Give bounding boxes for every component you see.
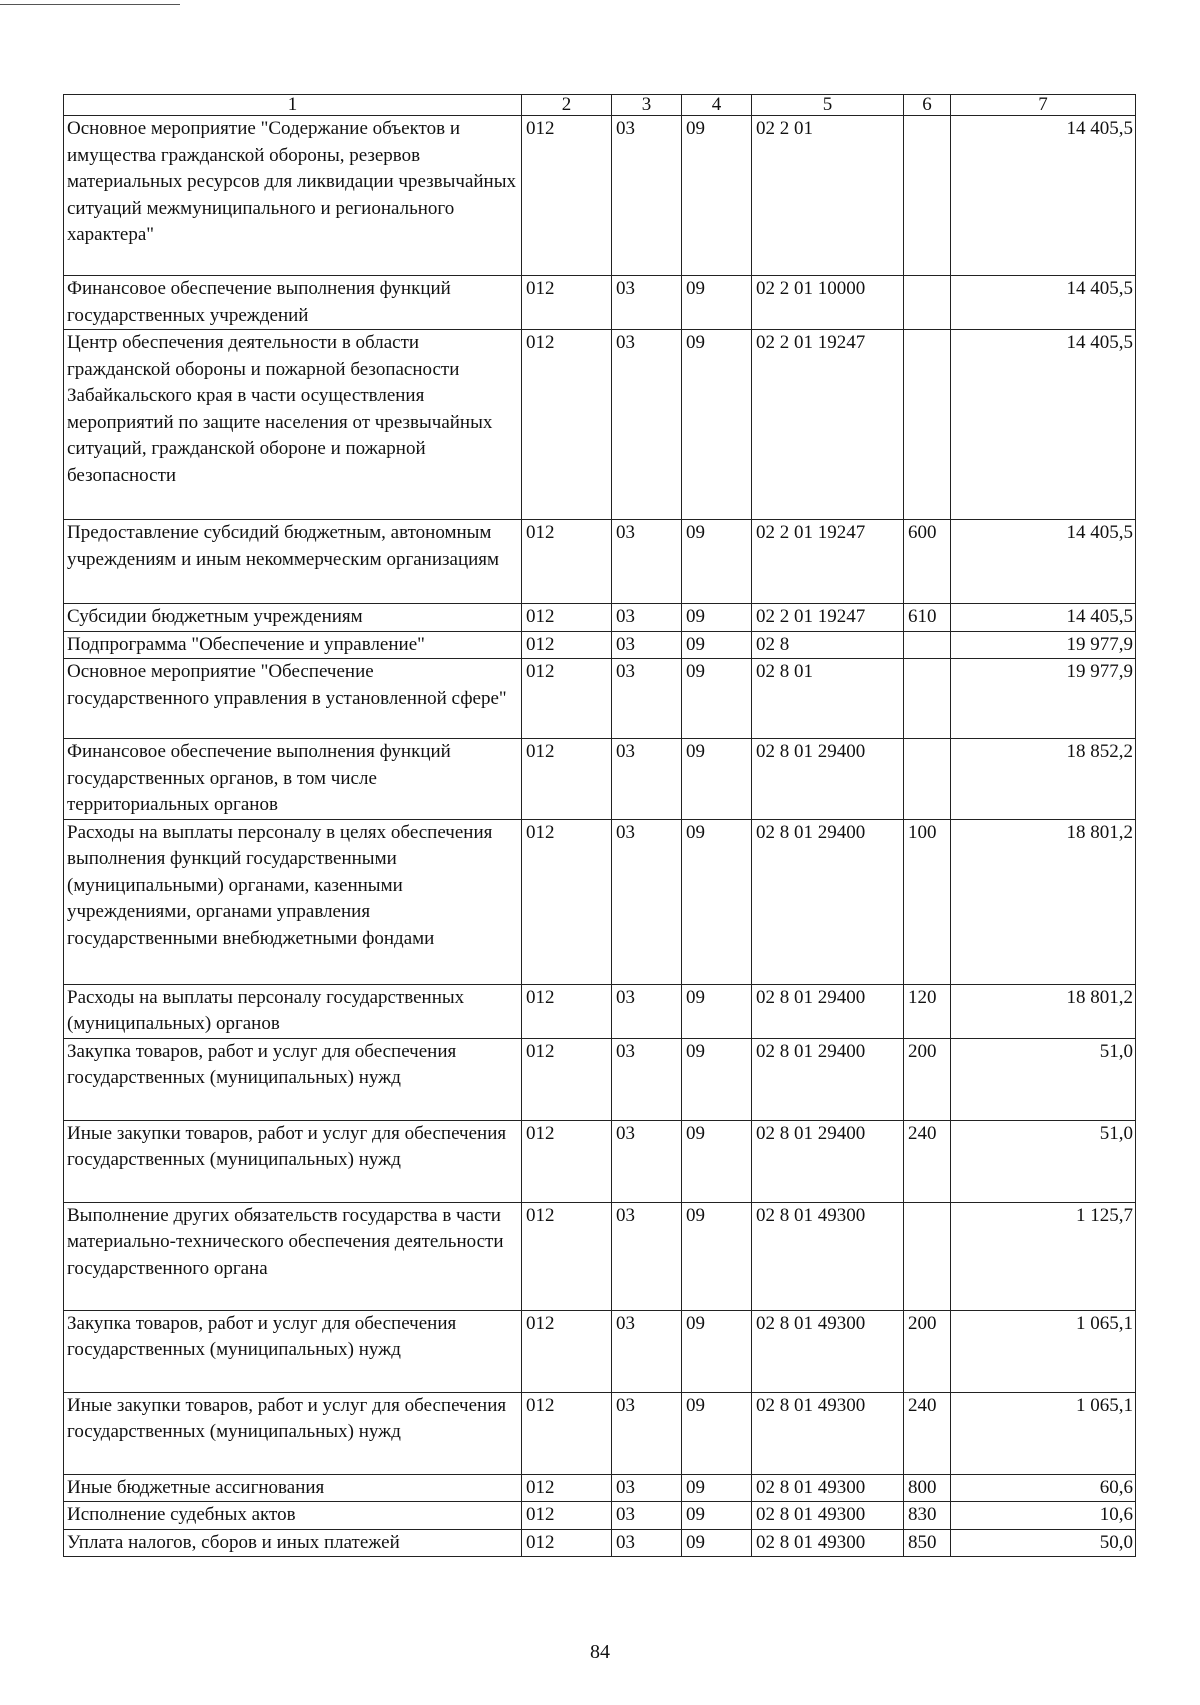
row-code-3: 03 xyxy=(612,631,682,659)
row-code-6 xyxy=(904,116,951,276)
row-code-6: 100 xyxy=(904,819,951,984)
row-code-6 xyxy=(904,276,951,330)
row-name: Исполнение судебных актов xyxy=(64,1502,522,1530)
row-code-6 xyxy=(904,659,951,739)
row-code-6: 600 xyxy=(904,520,951,604)
row-name: Закупка товаров, работ и услуг для обеспечения государственных (муниципальных) нужд xyxy=(64,1038,522,1120)
row-code-2: 012 xyxy=(522,659,612,739)
table-row xyxy=(64,1202,1136,1310)
row-code-6: 240 xyxy=(904,1120,951,1202)
row-amount: 1 065,1 xyxy=(951,1310,1136,1392)
row-code-5: 02 8 01 49300 xyxy=(752,1502,904,1530)
row-amount: 14 405,5 xyxy=(951,520,1136,604)
table-row xyxy=(64,984,1136,1038)
row-code-3: 03 xyxy=(612,984,682,1038)
row-code-6: 200 xyxy=(904,1310,951,1392)
row-code-2: 012 xyxy=(522,1529,612,1557)
row-code-6 xyxy=(904,330,951,520)
row-name: Уплата налогов, сборов и иных платежей xyxy=(64,1529,522,1557)
row-code-2: 012 xyxy=(522,1120,612,1202)
table-row xyxy=(64,1310,1136,1392)
row-name: Иные бюджетные ассигнования xyxy=(64,1474,522,1502)
row-code-2: 012 xyxy=(522,1310,612,1392)
row-code-6: 800 xyxy=(904,1474,951,1502)
row-code-5: 02 2 01 19247 xyxy=(752,330,904,520)
row-code-2: 012 xyxy=(522,819,612,984)
table-row xyxy=(64,116,1136,276)
row-code-4: 09 xyxy=(682,631,752,659)
row-code-3: 03 xyxy=(612,276,682,330)
row-amount: 14 405,5 xyxy=(951,604,1136,632)
row-code-5: 02 8 01 49300 xyxy=(752,1474,904,1502)
row-code-6: 120 xyxy=(904,984,951,1038)
table-row xyxy=(64,631,1136,659)
row-code-3: 03 xyxy=(612,1529,682,1557)
row-code-5: 02 8 01 29400 xyxy=(752,819,904,984)
row-code-4: 09 xyxy=(682,984,752,1038)
row-code-3: 03 xyxy=(612,1120,682,1202)
budget-table xyxy=(63,94,1136,1557)
row-code-4: 09 xyxy=(682,659,752,739)
row-code-3: 03 xyxy=(612,659,682,739)
row-code-5: 02 8 01 29400 xyxy=(752,739,904,820)
row-code-4: 09 xyxy=(682,1529,752,1557)
row-amount: 14 405,5 xyxy=(951,116,1136,276)
header-cell: 2 xyxy=(522,95,612,116)
row-code-6 xyxy=(904,739,951,820)
row-code-6: 240 xyxy=(904,1392,951,1474)
table-row xyxy=(64,819,1136,984)
row-code-3: 03 xyxy=(612,520,682,604)
table-row xyxy=(64,739,1136,820)
row-code-4: 09 xyxy=(682,276,752,330)
header-cell: 6 xyxy=(904,95,951,116)
row-amount: 19 977,9 xyxy=(951,631,1136,659)
row-code-5: 02 2 01 19247 xyxy=(752,520,904,604)
row-amount: 60,6 xyxy=(951,1474,1136,1502)
row-code-5: 02 8 01 29400 xyxy=(752,1038,904,1120)
row-code-2: 012 xyxy=(522,116,612,276)
scan-artifact-line xyxy=(0,4,180,5)
row-amount: 1 065,1 xyxy=(951,1392,1136,1474)
table-row xyxy=(64,1474,1136,1502)
row-code-4: 09 xyxy=(682,1202,752,1310)
row-code-5: 02 8 01 29400 xyxy=(752,1120,904,1202)
row-code-5: 02 8 01 49300 xyxy=(752,1202,904,1310)
table-row xyxy=(64,1392,1136,1474)
row-name: Центр обеспечения деятельности в области гражданской обороны и пожарной безопасности Забайкальского края в части осуществления мероприятий по защите населения от чрезвычайных ситуаций, гражданской обороне и пожарной безопасности xyxy=(64,330,522,520)
header-cell: 5 xyxy=(752,95,904,116)
row-code-4: 09 xyxy=(682,1474,752,1502)
row-amount: 10,6 xyxy=(951,1502,1136,1530)
row-code-3: 03 xyxy=(612,1392,682,1474)
header-cell: 4 xyxy=(682,95,752,116)
row-amount: 14 405,5 xyxy=(951,330,1136,520)
row-code-2: 012 xyxy=(522,520,612,604)
row-code-5: 02 8 01 xyxy=(752,659,904,739)
row-code-3: 03 xyxy=(612,739,682,820)
page-number: 84 xyxy=(590,1641,610,1663)
row-code-4: 09 xyxy=(682,739,752,820)
row-code-6 xyxy=(904,631,951,659)
row-code-4: 09 xyxy=(682,1120,752,1202)
table-row xyxy=(64,604,1136,632)
row-code-3: 03 xyxy=(612,1310,682,1392)
row-code-4: 09 xyxy=(682,520,752,604)
table-row xyxy=(64,330,1136,520)
row-name: Подпрограмма "Обеспечение и управление" xyxy=(64,631,522,659)
table-header-row xyxy=(64,95,1136,116)
row-code-5: 02 8 xyxy=(752,631,904,659)
row-name: Закупка товаров, работ и услуг для обеспечения государственных (муниципальных) нужд xyxy=(64,1310,522,1392)
row-code-4: 09 xyxy=(682,1502,752,1530)
row-name: Расходы на выплаты персоналу в целях обеспечения выполнения функций государственными (муниципальными) органами, казенными учреждениями, органами управления государственными внебюджетными фондами xyxy=(64,819,522,984)
row-code-4: 09 xyxy=(682,1310,752,1392)
table-row xyxy=(64,276,1136,330)
row-name: Финансовое обеспечение выполнения функций государственных учреждений xyxy=(64,276,522,330)
row-code-3: 03 xyxy=(612,1038,682,1120)
row-code-4: 09 xyxy=(682,1038,752,1120)
row-name: Основное мероприятие "Содержание объектов и имущества гражданской обороны, резервов материальных ресурсов для ликвидации чрезвычайных ситуаций межмуниципального и регионального характера" xyxy=(64,116,522,276)
row-name: Предоставление субсидий бюджетным, автономным учреждениям и иным некоммерческим организациям xyxy=(64,520,522,604)
row-code-2: 012 xyxy=(522,276,612,330)
row-code-2: 012 xyxy=(522,1502,612,1530)
row-amount: 19 977,9 xyxy=(951,659,1136,739)
row-amount: 1 125,7 xyxy=(951,1202,1136,1310)
row-code-5: 02 8 01 49300 xyxy=(752,1310,904,1392)
row-code-6: 830 xyxy=(904,1502,951,1530)
table-row xyxy=(64,520,1136,604)
row-amount: 50,0 xyxy=(951,1529,1136,1557)
row-amount: 18 801,2 xyxy=(951,984,1136,1038)
row-code-2: 012 xyxy=(522,1392,612,1474)
row-code-2: 012 xyxy=(522,739,612,820)
row-code-2: 012 xyxy=(522,604,612,632)
row-amount: 18 801,2 xyxy=(951,819,1136,984)
row-code-2: 012 xyxy=(522,1202,612,1310)
row-code-4: 09 xyxy=(682,1392,752,1474)
row-code-3: 03 xyxy=(612,1502,682,1530)
row-name: Субсидии бюджетным учреждениям xyxy=(64,604,522,632)
header-cell: 3 xyxy=(612,95,682,116)
row-code-5: 02 2 01 19247 xyxy=(752,604,904,632)
row-code-3: 03 xyxy=(612,330,682,520)
row-code-6: 610 xyxy=(904,604,951,632)
row-amount: 18 852,2 xyxy=(951,739,1136,820)
row-code-3: 03 xyxy=(612,604,682,632)
row-amount: 14 405,5 xyxy=(951,276,1136,330)
row-code-5: 02 8 01 49300 xyxy=(752,1392,904,1474)
row-name: Основное мероприятие "Обеспечение государственного управления в установленной сфере" xyxy=(64,659,522,739)
table-row xyxy=(64,1502,1136,1530)
row-code-2: 012 xyxy=(522,984,612,1038)
table-row xyxy=(64,659,1136,739)
row-code-5: 02 2 01 xyxy=(752,116,904,276)
row-name: Финансовое обеспечение выполнения функций государственных органов, в том числе территориальных органов xyxy=(64,739,522,820)
row-code-4: 09 xyxy=(682,604,752,632)
row-name: Выполнение других обязательств государства в части материально-технического обеспечения деятельности государственного органа xyxy=(64,1202,522,1310)
row-code-6: 200 xyxy=(904,1038,951,1120)
row-code-4: 09 xyxy=(682,819,752,984)
row-code-4: 09 xyxy=(682,116,752,276)
table-row xyxy=(64,1120,1136,1202)
row-code-6: 850 xyxy=(904,1529,951,1557)
table-row xyxy=(64,1038,1136,1120)
header-cell: 1 xyxy=(64,95,522,116)
row-code-5: 02 2 01 10000 xyxy=(752,276,904,330)
table-row xyxy=(64,1529,1136,1557)
row-code-5: 02 8 01 49300 xyxy=(752,1529,904,1557)
row-code-2: 012 xyxy=(522,330,612,520)
row-code-3: 03 xyxy=(612,1474,682,1502)
row-code-2: 012 xyxy=(522,631,612,659)
row-amount: 51,0 xyxy=(951,1120,1136,1202)
row-code-3: 03 xyxy=(612,819,682,984)
row-code-3: 03 xyxy=(612,116,682,276)
row-name: Иные закупки товаров, работ и услуг для обеспечения государственных (муниципальных) нужд xyxy=(64,1392,522,1474)
header-cell: 7 xyxy=(951,95,1136,116)
row-amount: 51,0 xyxy=(951,1038,1136,1120)
row-name: Иные закупки товаров, работ и услуг для обеспечения государственных (муниципальных) нужд xyxy=(64,1120,522,1202)
row-code-5: 02 8 01 29400 xyxy=(752,984,904,1038)
row-code-4: 09 xyxy=(682,330,752,520)
row-code-3: 03 xyxy=(612,1202,682,1310)
row-name: Расходы на выплаты персоналу государственных (муниципальных) органов xyxy=(64,984,522,1038)
row-code-6 xyxy=(904,1202,951,1310)
row-code-2: 012 xyxy=(522,1038,612,1120)
row-code-2: 012 xyxy=(522,1474,612,1502)
